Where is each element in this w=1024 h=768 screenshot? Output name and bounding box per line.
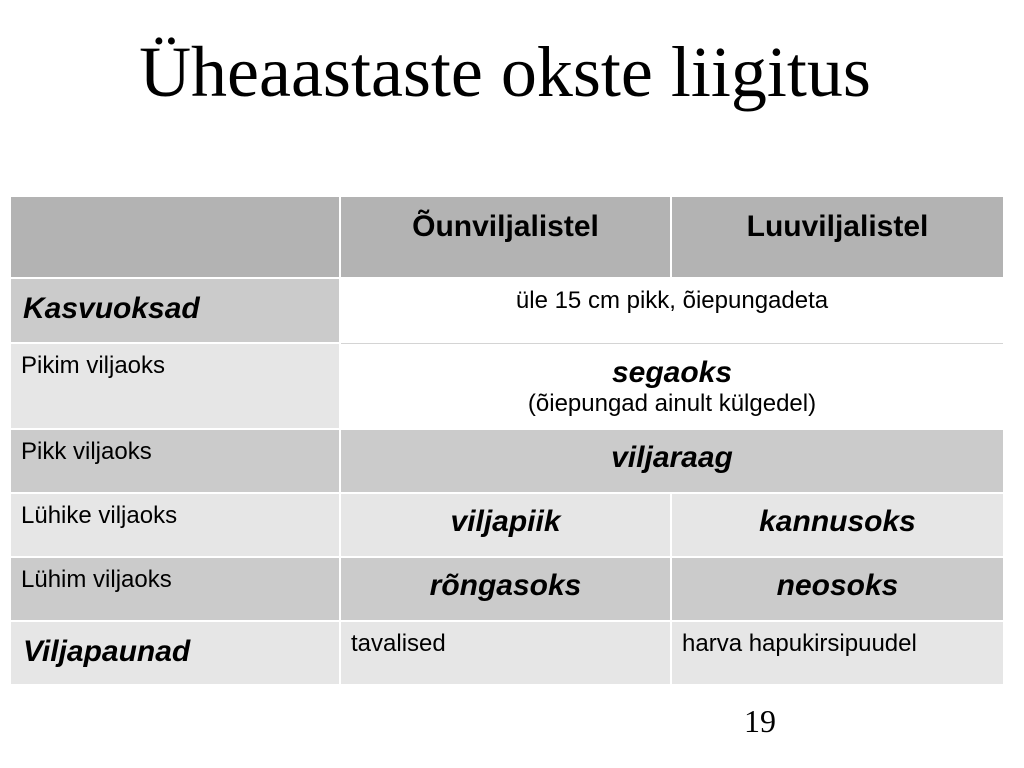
table-row: [11, 429, 1003, 493]
table-row: [11, 278, 1003, 343]
table-row: [11, 493, 1003, 557]
row-label: Pikim viljaoks: [21, 352, 166, 379]
table-row: [11, 343, 1003, 429]
apple-value-cell: [340, 493, 671, 557]
header-label-stone: Luuviljalistel: [746, 210, 929, 243]
merged-value-cell: [340, 278, 1003, 343]
row-label-cell: [11, 557, 340, 621]
header-cell-apple: [340, 197, 671, 278]
apple-value: tavalised: [351, 630, 446, 657]
row-label-cell: [11, 493, 340, 557]
header-empty-cell: [11, 197, 340, 278]
row-label: Lühim viljaoks: [21, 566, 172, 593]
stone-value-cell: [671, 493, 1003, 557]
stone-value: neosoks: [776, 569, 899, 602]
table-header-row: [11, 197, 1003, 278]
apple-value-cell: [340, 621, 671, 685]
table-row: [11, 621, 1003, 685]
row-label-cell: [11, 621, 340, 685]
header-cell-stone: [671, 197, 1003, 278]
merged-value: üle 15 cm pikk, õiepungadeta: [515, 287, 829, 314]
merged-value: segaoks: [611, 355, 733, 389]
table-row: [11, 557, 1003, 621]
stone-value: harva hapukirsipuudel: [682, 630, 917, 657]
row-label: Kasvuoksad: [23, 292, 200, 325]
page-number: 19: [744, 703, 776, 739]
merged-note: (õiepungad ainult külgedel): [527, 389, 817, 417]
apple-value: viljapiik: [450, 505, 561, 538]
merged-value: viljaraag: [611, 441, 733, 474]
row-label: Lühike viljaoks: [21, 502, 178, 529]
row-label-cell: [11, 429, 340, 493]
slide-title: Üheaastaste okste liigitus: [139, 32, 871, 112]
apple-value: rõngasoks: [429, 569, 582, 602]
apple-value-cell: [340, 557, 671, 621]
header-label-apple: Õunviljalistel: [412, 210, 599, 243]
stone-value-cell: [671, 557, 1003, 621]
merged-value-cell: [340, 343, 1003, 429]
row-label: Pikk viljaoks: [21, 438, 152, 465]
row-label-cell: [11, 278, 340, 343]
classification-table: [11, 197, 1003, 686]
stone-value: kannusoks: [759, 505, 916, 538]
stone-value-cell: [671, 621, 1003, 685]
merged-value-cell: [340, 429, 1003, 493]
row-label-cell: [11, 343, 340, 429]
row-label: Viljapaunad: [23, 635, 191, 668]
